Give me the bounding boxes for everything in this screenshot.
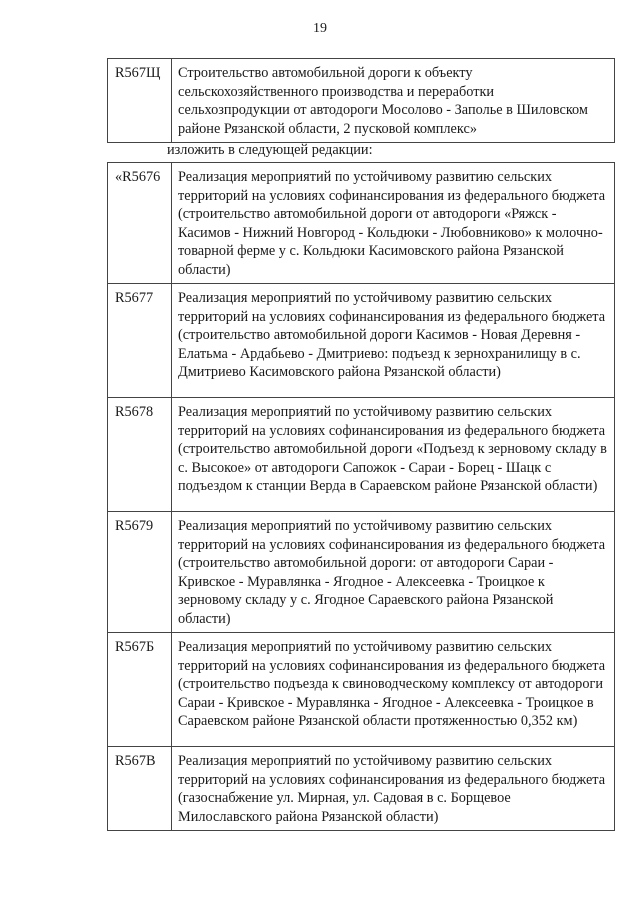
row-code: R5677	[108, 284, 172, 398]
table-row	[108, 747, 615, 831]
row-text: Строительство автомобильной дороги к объекту сельскохозяйственного производства и переработки сельхозпродукции от автодороги Мосолово - Заполье в Шиловском районе Рязанской области, 2 пусковой комплекс»	[172, 59, 615, 143]
row-code: R5679	[108, 512, 172, 633]
row-text: Реализация мероприятий по устойчивому развитию сельских территорий на условиях софинансирования из федерального бюджета (строительство подъезда к свиноводческому комплексу от автодороги Сараи - Кривское - Муравлянка - Ягодное - Алексеевка - Троицкое в Сараевском районе Рязанской области протяженностью 0,352 км)	[172, 633, 615, 747]
original-entry-table	[107, 58, 615, 143]
row-text: Реализация мероприятий по устойчивому развитию сельских территорий на условиях софинансирования из федерального бюджета (строительство автомобильной дороги «Подъезд к зерновому складу в с. Высокое» от автодороги Сапожок - Сараи - Борец - Шацк с подъездом к станции Верда в Сараевском районе Рязанской области)	[172, 398, 615, 512]
table-row	[108, 633, 615, 747]
row-code: R567В	[108, 747, 172, 831]
instruction-text: изложить в следующей редакции:	[167, 142, 373, 158]
table-row	[108, 512, 615, 633]
table-row	[108, 163, 615, 284]
new-entries-table	[107, 162, 615, 831]
row-code: R567Б	[108, 633, 172, 747]
row-code: R567Щ	[108, 59, 172, 143]
row-text: Реализация мероприятий по устойчивому развитию сельских территорий на условиях софинансирования из федерального бюджета (строительство автомобильной дороги от автодороги «Ряжск - Касимов - Нижний Новгород - Кольдюки - Любовниково» к молочно-товарной ферме у с. Кольдюки Касимовского района Рязанской области)	[172, 163, 615, 284]
row-text: Реализация мероприятий по устойчивому развитию сельских территорий на условиях софинансирования из федерального бюджета (строительство автомобильной дороги Касимов - Новая Деревня - Елатьма - Ардабьево - Дмитриево: подъезд к зернохранилищу в с. Дмитриево Касимовского района Рязанской области)	[172, 284, 615, 398]
row-text: Реализация мероприятий по устойчивому развитию сельских территорий на условиях софинансирования из федерального бюджета (газоснабжение ул. Мирная, ул. Садовая в с. Борщевое Милославского района Рязанской области)	[172, 747, 615, 831]
table-row	[108, 284, 615, 398]
page-number: 19	[313, 21, 327, 36]
table-row	[108, 398, 615, 512]
row-code: R5678	[108, 398, 172, 512]
table-row	[108, 59, 615, 143]
row-code: «R5676	[108, 163, 172, 284]
row-text: Реализация мероприятий по устойчивому развитию сельских территорий на условиях софинансирования из федерального бюджета (строительство автомобильной дороги: от автодороги Сараи - Кривское - Муравлянка - Ягодное - Алексеевка - Троицкое к зерновому складу у с. Ягодное Сараевского района Рязанской области)	[172, 512, 615, 633]
